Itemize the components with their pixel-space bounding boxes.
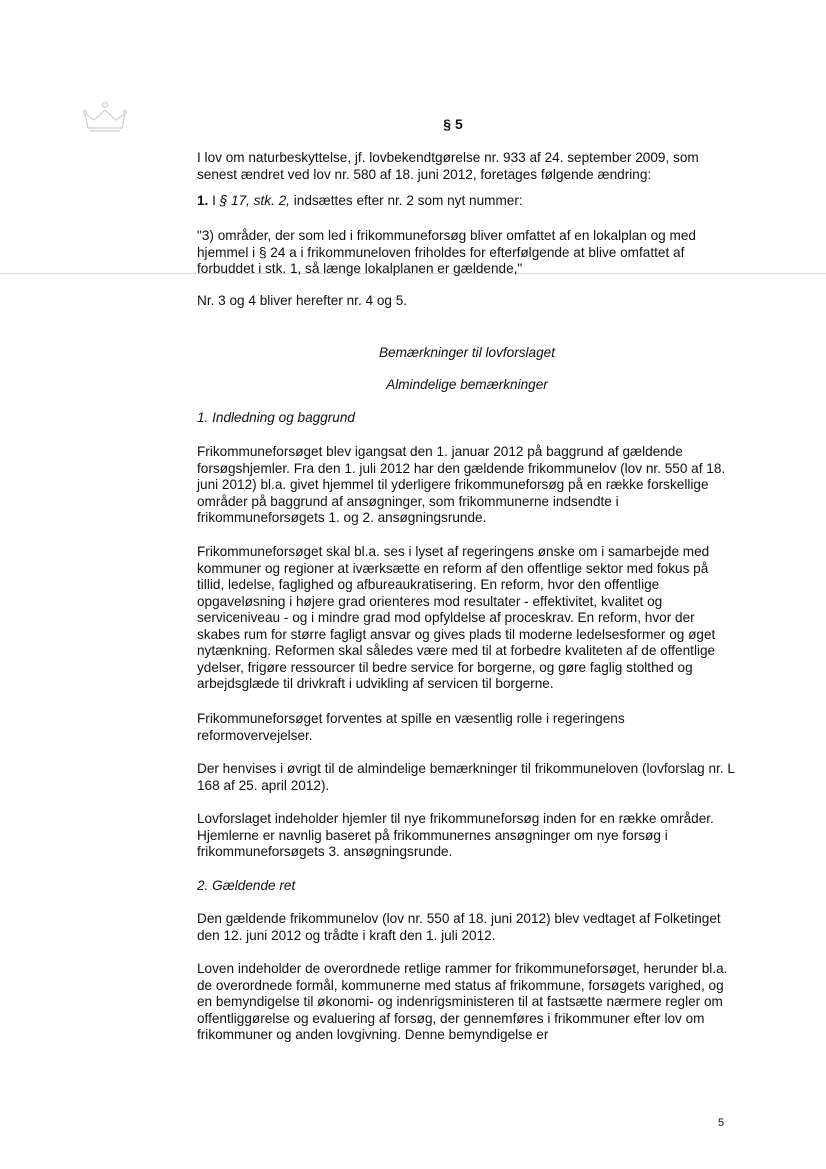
paragraph-2: Frikommuneforsøget skal bl.a. ses i lyset af regeringens ønske om i samarbejde med kommuner og regioner at iværksætte en reform af den offentlige sektor med fokus på tillid, ledelse, faglighed og afbureaukratisering. En reform, hvor den offentlige opgaveløsning i højere grad orienteres mod resultater - effektivitet, kvalitet og serviceniveau - og i mindre grad mod opfyldelse af proceskrav. En reform, hvor der skabes rum for større fagligt ansvar og gives plads til moderne ledelsesformer og øget nytænkning. Reformen skal således være med til at forbedre kvaliteten af de offentlige ydelser, frigøre ressourcer til bedre service for borgerne, og gøre faglig stolthed og arbejdsglæde til drivkraft i udvikling af servicen til borgerne. [197, 544, 716, 691]
item-post: indsættes efter nr. 2 som nyt nummer: [293, 193, 523, 208]
amendment-item [197, 193, 737, 210]
paragraph-5: Lovforslaget indeholder hjemler til nye frikommuneforsøg inden for en række områder. Hjemlerne er navnlig baseret på frikommunernes ansøgninger om nye forsøg i frikommuneforsøgets 3. ansøgningsrunde. [197, 811, 714, 859]
heading-introduction: 1. Indledning og baggrund [197, 410, 355, 425]
section-title: § 5 [443, 116, 463, 132]
heading-current-law: 2. Gældende ret [197, 878, 296, 893]
renumber-note: Nr. 3 og 4 bliver herefter nr. 4 og 5. [197, 293, 408, 308]
paragraph-1: Frikommuneforsøget blev igangsat den 1. januar 2012 på baggrund af gældende forsøgshjemler. Fra den 1. juli 2012 har den gældende frikommunelov (lov nr. 550 af 18. juni 2012) bl.a. givet hjemmel til yderligere frikommuneforsøg på en række forskellige områder på baggrund af ansøgninger, som frikommunerne indsendte i frikommuneforsøgets 1. og 2. ansøgningsrunde. [197, 444, 726, 525]
quoted-provision: "3) områder, der som led i frikommuneforsøg bliver omfattet af en lokalplan og med hjemmel i § 24 a i frikommuneloven friholdes for efterfølgende at blive omfattet af forbuddet i stk. 1, så længe lokalplanen er gældende," [197, 228, 696, 276]
paragraph-7: Loven indeholder de overordnede retlige rammer for frikommuneforsøget, herunder bl.a. de overordnede formål, kommunerne med status af frikommune, forsøgets varighed, og en bemyndigelse til økonomi- og indenrigsministeren til at fastsætte nærmere regler om offentliggørelse og evaluering af forsøg, der gennemføres i frikommuner efter lov om frikommuner og anden lovgivning. Denne bemyndigelse er [197, 961, 728, 1042]
heading-remarks: Bemærkninger til lovforslaget [378, 345, 556, 360]
item-number: 1. [197, 193, 209, 208]
paragraph-3: Frikommuneforsøget forventes at spille en væsentlig rolle i regeringens reformovervejelser. [197, 711, 625, 743]
paragraph-4: Der henvises i øvrigt til de almindelige bemærkninger til frikommuneloven (lovforslag nr. L 168 af 25. april 2012). [197, 761, 735, 793]
item-ref: § 17, stk. 2, [219, 193, 290, 208]
page-number: 5 [718, 1117, 725, 1129]
heading-general: Almindelige bemærkninger [386, 377, 548, 392]
paragraph-6: Den gældende frikommunelov (lov nr. 550 af 18. juni 2012) blev vedtaget af Folketinget den 12. juni 2012 og trådte i kraft den 1. juli 2012. [197, 911, 721, 943]
intro-paragraph: I lov om naturbeskyttelse, jf. lovbekendtgørelse nr. 933 af 24. september 2009, som senest ændret ved lov nr. 580 af 18. juni 2012, foretages følgende ændring: [197, 150, 699, 182]
item-pre: I [212, 193, 216, 208]
